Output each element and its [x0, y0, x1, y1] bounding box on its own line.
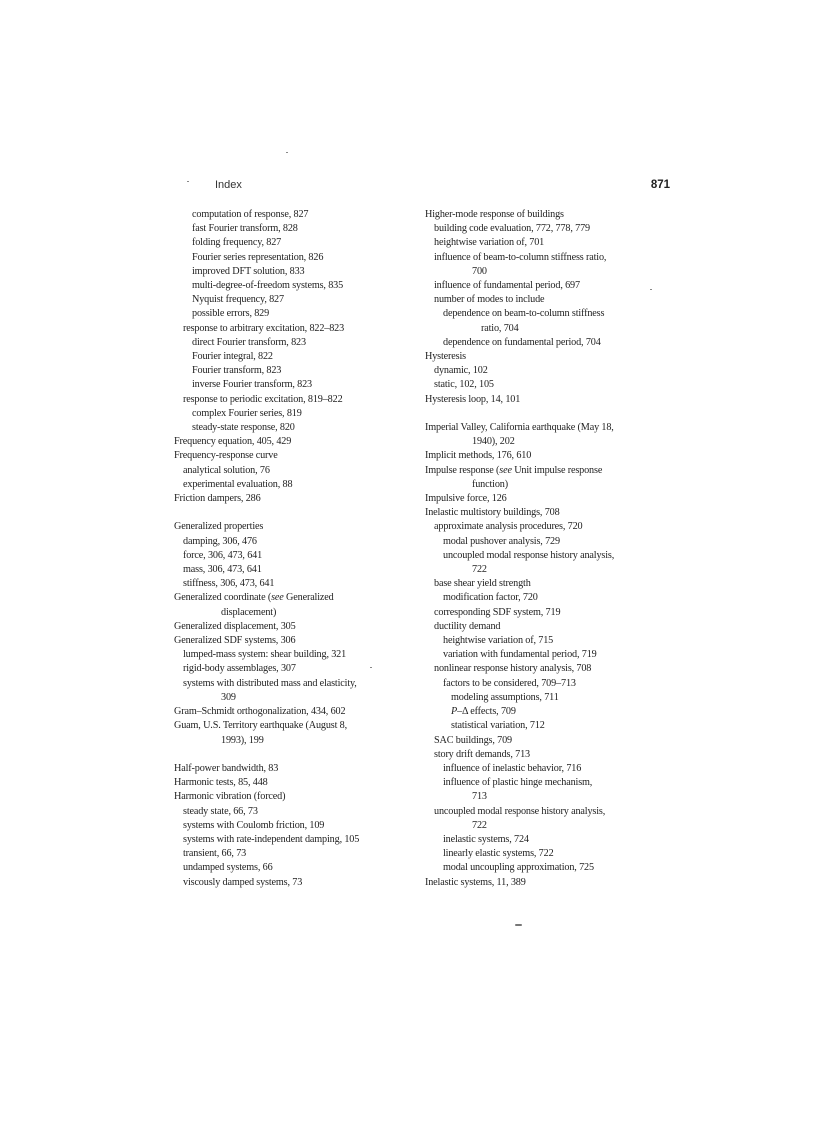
index-subentry: story drift demands, 713: [434, 748, 530, 760]
index-subentry: Fourier transform, 823: [192, 365, 282, 377]
scan-speck: [187, 181, 189, 182]
index-subentry: 713: [472, 791, 487, 803]
index-entry: Frequency-response curve: [174, 450, 278, 462]
index-subentry: influence of plastic hinge mechanism,: [443, 777, 593, 789]
index-entry: Generalized coordinate (see Generalized: [174, 592, 334, 604]
index-subentry: building code evaluation, 772, 778, 779: [434, 223, 590, 235]
index-column-left: [174, 208, 404, 890]
index-subentry: ductility demand: [434, 620, 501, 632]
index-entry: Generalized properties: [174, 521, 264, 533]
index-subentry: modeling assumptions, 711: [451, 691, 559, 703]
index-column-right: [425, 208, 675, 890]
index-entry: Implicit methods, 176, 610: [425, 450, 532, 462]
entry-spacer: [174, 748, 404, 762]
index-subentry: corresponding SDF system, 719: [434, 606, 561, 618]
index-subentry: influence of inelastic behavior, 716: [443, 762, 582, 774]
index-subentry: modal pushover analysis, 729: [443, 535, 560, 547]
index-subentry: systems with distributed mass and elasticity,: [183, 677, 357, 689]
index-subentry: Nyquist frequency, 827: [192, 294, 284, 306]
index-subentry: stiffness, 306, 473, 641: [183, 578, 275, 590]
index-entry: Impulse response (see Unit impulse response: [425, 464, 603, 476]
index-subentry: mass, 306, 473, 641: [183, 564, 262, 576]
index-entry: Imperial Valley, California earthquake (May 18,: [425, 422, 614, 434]
index-subentry: SAC buildings, 709: [434, 734, 512, 746]
index-subentry: P–Δ effects, 709: [451, 706, 516, 718]
index-subentry: ratio, 704: [481, 322, 519, 334]
index-subentry: heightwise variation of, 715: [443, 635, 554, 647]
index-subentry: direct Fourier transform, 823: [192, 336, 306, 348]
index-entry: Inelastic multistory buildings, 708: [425, 507, 560, 519]
index-subentry: modal uncoupling approximation, 725: [443, 862, 594, 874]
index-subentry: steady-state response, 820: [192, 422, 295, 434]
index-subentry: 700: [472, 265, 487, 277]
index-entry: Harmonic vibration (forced): [174, 791, 286, 803]
index-subentry: damping, 306, 476: [183, 535, 257, 547]
index-subentry: inelastic systems, 724: [443, 833, 529, 845]
index-subentry: 1940), 202: [472, 436, 515, 448]
index-subentry: statistical variation, 712: [451, 720, 545, 732]
index-subentry: Fourier integral, 822: [192, 351, 273, 363]
index-subentry: dependence on beam-to-column stiffness: [443, 308, 605, 320]
index-subentry: function): [472, 478, 508, 490]
index-subentry: displacement): [221, 606, 277, 618]
index-subentry: undamped systems, 66: [183, 862, 273, 874]
index-subentry: transient, 66, 73: [183, 848, 247, 860]
index-entry: Hysteresis loop, 14, 101: [425, 393, 521, 405]
index-subentry: static, 102, 105: [434, 379, 494, 391]
index-entry: Hysteresis: [425, 351, 466, 363]
index-subentry: 722: [472, 819, 487, 831]
index-subentry: force, 306, 473, 641: [183, 549, 263, 561]
index-entry: Frequency equation, 405, 429: [174, 436, 292, 448]
index-subentry: complex Fourier series, 819: [192, 407, 302, 419]
entry-spacer: [425, 407, 675, 421]
index-subentry: systems with Coulomb friction, 109: [183, 819, 325, 831]
index-subentry: influence of beam-to-column stiffness ratio,: [434, 251, 607, 263]
index-entry: Generalized displacement, 305: [174, 620, 296, 632]
see-reference: see: [271, 592, 284, 604]
index-subentry: nonlinear response history analysis, 708: [434, 663, 592, 675]
index-subentry: 309: [221, 691, 236, 703]
index-subentry: approximate analysis procedures, 720: [434, 521, 583, 533]
index-subentry: rigid-body assemblages, 307: [183, 663, 296, 675]
index-subentry: systems with rate-independent damping, 105: [183, 833, 360, 845]
see-reference: see: [499, 464, 512, 476]
index-subentry: number of modes to include: [434, 294, 545, 306]
running-header-section: Index: [215, 179, 242, 191]
index-subentry: factors to be considered, 709–713: [443, 677, 576, 689]
index-subentry: dependence on fundamental period, 704: [443, 336, 601, 348]
index-subentry: response to arbitrary excitation, 822–823: [183, 322, 345, 334]
index-entry: Generalized SDF systems, 306: [174, 635, 296, 647]
index-subentry: heightwise variation of, 701: [434, 237, 545, 249]
index-subentry: possible errors, 829: [192, 308, 270, 320]
index-entry: Inelastic systems, 11, 389: [425, 876, 526, 888]
scan-speck: [286, 152, 288, 153]
index-subentry: 722: [472, 564, 487, 576]
index-subentry: folding frequency, 827: [192, 237, 282, 249]
index-entry: Harmonic tests, 85, 448: [174, 777, 268, 789]
index-entry: Guam, U.S. Territory earthquake (August 8,: [174, 720, 348, 732]
index-subentry: multi-degree-of-freedom systems, 835: [192, 280, 344, 292]
symbol-p: P: [451, 706, 458, 718]
index-subentry: improved DFT solution, 833: [192, 265, 305, 277]
index-entry: Gram–Schmidt orthogonalization, 434, 602: [174, 706, 346, 718]
index-entry: Impulsive force, 126: [425, 493, 507, 505]
index-entry: Higher-mode response of buildings: [425, 209, 564, 220]
index-subentry: viscously damped systems, 73: [183, 876, 303, 888]
index-subentry: analytical solution, 76: [183, 464, 270, 476]
index-subentry: linearly elastic systems, 722: [443, 848, 554, 860]
index-subentry: inverse Fourier transform, 823: [192, 379, 312, 391]
index-subentry: uncoupled modal response history analysis,: [443, 549, 615, 561]
index-subentry: fast Fourier transform, 828: [192, 223, 298, 235]
index-subentry: computation of response, 827: [192, 209, 309, 220]
index-subentry: 1993), 199: [221, 734, 264, 746]
index-subentry: Fourier series representation, 826: [192, 251, 324, 263]
entry-spacer: [174, 506, 404, 520]
index-subentry: steady state, 66, 73: [183, 805, 258, 817]
index-subentry: influence of fundamental period, 697: [434, 280, 580, 292]
index-subentry: response to periodic excitation, 819–822: [183, 393, 343, 405]
index-subentry: modification factor, 720: [443, 592, 538, 604]
index-entry: Half-power bandwidth, 83: [174, 762, 279, 774]
scan-speck: [515, 924, 522, 926]
index-subentry: lumped-mass system: shear building, 321: [183, 649, 347, 661]
index-subentry: uncoupled modal response history analysis,: [434, 805, 606, 817]
index-subentry: experimental evaluation, 88: [183, 478, 293, 490]
index-subentry: dynamic, 102: [434, 365, 488, 377]
index-subentry: variation with fundamental period, 719: [443, 649, 597, 661]
index-entry: Friction dampers, 286: [174, 493, 261, 505]
page-number: 871: [650, 179, 670, 191]
index-subentry: base shear yield strength: [434, 578, 531, 590]
